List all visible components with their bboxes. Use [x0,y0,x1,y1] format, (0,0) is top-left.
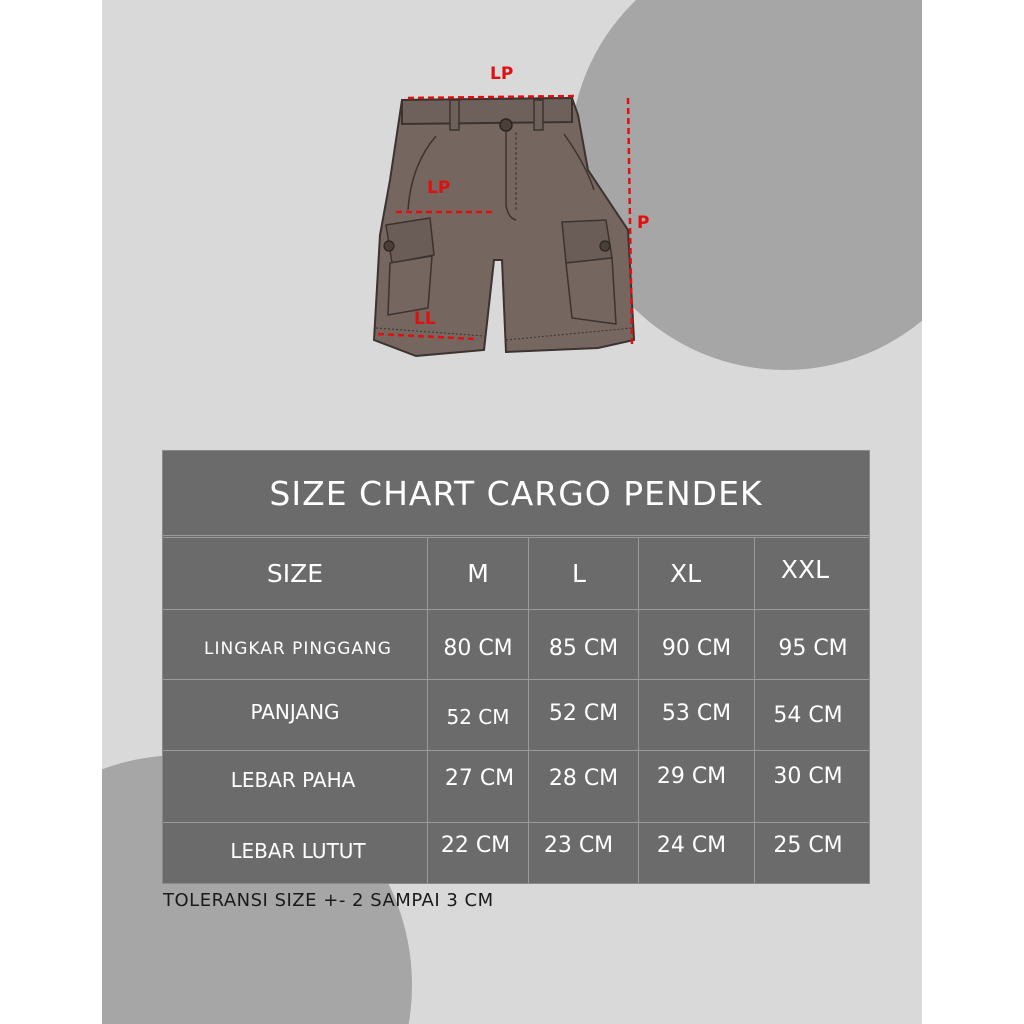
header-size-m: M [467,559,489,588]
table-title-row [163,451,869,536]
divider [163,822,869,823]
table-cell: 28 CM [548,766,619,791]
table-cell: 53 CM [661,701,732,726]
header-size-xxl: XXL [780,555,830,584]
divider [163,679,869,680]
measure-label-length: P [637,213,650,233]
row-label-thigh: LEBAR PAHA [230,768,356,792]
table-cell: 95 CM [778,636,848,661]
header-size-xl: XL [669,559,702,588]
divider [163,609,869,610]
tolerance-note: TOLERANSI SIZE +- 2 SAMPAI 3 CM [163,890,494,911]
table-cell: 30 CM [773,764,843,789]
row-label-length: PANJANG [250,700,340,724]
row-label-waist: LINGKAR PINGGANG [204,639,392,659]
table-cell: 27 CM [444,766,515,791]
cargo-shorts-illustration [366,60,666,360]
table-cell: 22 CM [440,833,511,858]
table-cell: 54 CM [773,703,843,728]
table-title: SIZE CHART CARGO PENDEK [269,473,763,513]
table-cell: 29 CM [656,764,727,789]
table-cell: 52 CM [446,705,510,729]
divider [163,750,869,751]
measure-label-waist: LP [490,64,514,84]
header-size-l: L [572,559,586,588]
divider [163,537,869,538]
table-cell: 85 CM [548,636,619,661]
measure-label-thigh: LP [427,178,451,198]
table-cell: 80 CM [443,636,513,661]
table-cell: 90 CM [661,636,732,661]
row-label-knee: LEBAR LUTUT [230,839,366,863]
table-cell: 25 CM [773,833,843,858]
table-cell: 52 CM [548,701,619,726]
table-cell: 24 CM [656,833,727,858]
measure-label-knee: LL [414,309,436,329]
table-cell: 23 CM [543,833,614,858]
size-chart-table [163,451,869,883]
header-size-label: SIZE [266,559,324,588]
